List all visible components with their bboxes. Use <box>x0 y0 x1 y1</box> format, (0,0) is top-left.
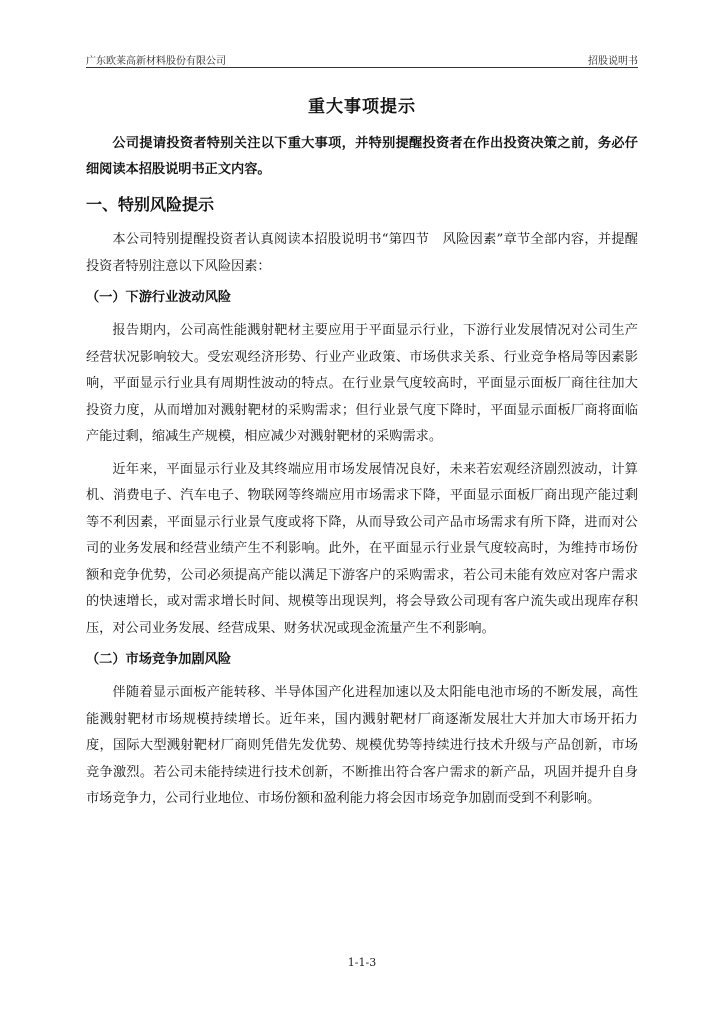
risk-heading-competition: （二）市场竞争加剧风险 <box>86 652 232 667</box>
header-rule <box>86 67 638 68</box>
page-number: 1-1-3 <box>347 956 377 969</box>
page-header <box>86 52 638 68</box>
risk-paragraph: 伴随着显示面板产能转移、半导体国产化进程加速以及太阳能电池市场的不断发展，高性能溅射靶材市场规模持续增长。近年来，国内溅射靶材厂商逐渐发展壮大并加大市场开拓力度，国际大型溅射靶材厂商则凭借先发优势、规模优势等持续进行技术升级与产品创新，市场竞争激烈。若公司未能持续进行技术创新，不断推出符合客户需求的新产品，巩固并提升自身市场竞争力，公司行业地位、市场份额和盈利能力将会因市场竞争加剧而受到不利影响。 <box>86 685 638 806</box>
page-content <box>86 92 638 819</box>
page-title: 重大事项提示 <box>308 97 416 117</box>
section-paragraph: 本公司特别提醒投资者认真阅读本招股说明书“第四节 风险因素”章节全部内容，并提醒投资者特别注意以下风险因素： <box>86 232 638 274</box>
risk-paragraph: 近年来，平面显示行业及其终端应用市场发展情况良好，未来若宏观经济剧烈波动，计算机、消费电子、汽车电子、物联网等终端应用市场需求下降，平面显示面板厂商出现产能过剩等不利因素，平面显示行业景气度或将下降，从而导致公司产品市场需求有所下降，进而对公司的业务发展和经营业绩产生不利影响。此外，在平面显示行业景气度较高时，为维持市场份额和竞争优势，公司必须提高产能以满足下游客户的采购需求，若公司未能有效应对客户需求的快速增长，或对需求增长时间、规模等出现误判，将会导致公司现有客户流失或出现库存积压，对公司业务发展、经营成果、财务状况或现金流量产生不利影响。 <box>86 461 638 636</box>
section-heading-special-risk: 一、特别风险提示 <box>86 195 215 214</box>
intro-paragraph: 公司提请投资者特别关注以下重大事项，并特别提醒投资者在作出投资决策之前，务必仔细阅读本招股说明书正文内容。 <box>86 136 638 177</box>
header-company: 广东欧莱高新材料股份有限公司 <box>86 56 226 67</box>
risk-paragraph: 报告期内，公司高性能溅射靶材主要应用于平面显示行业，下游行业发展情况对公司生产经营状况影响较大。受宏观经济形势、行业产业政策、市场供求关系、行业竞争格局等因素影响，平面显示行业具有周期性波动的特点。在行业景气度较高时，平面显示面板厂商往往加大投资力度，从而增加对溅射靶材的采购需求；但行业景气度下降时，平面显示面板厂商将面临产能过剩，缩减生产规模，相应减少对溅射靶材的采购需求。 <box>86 323 638 444</box>
risk-heading-downstream: （一）下游行业波动风险 <box>86 290 232 305</box>
header-doc-type: 招股说明书 <box>588 56 638 67</box>
